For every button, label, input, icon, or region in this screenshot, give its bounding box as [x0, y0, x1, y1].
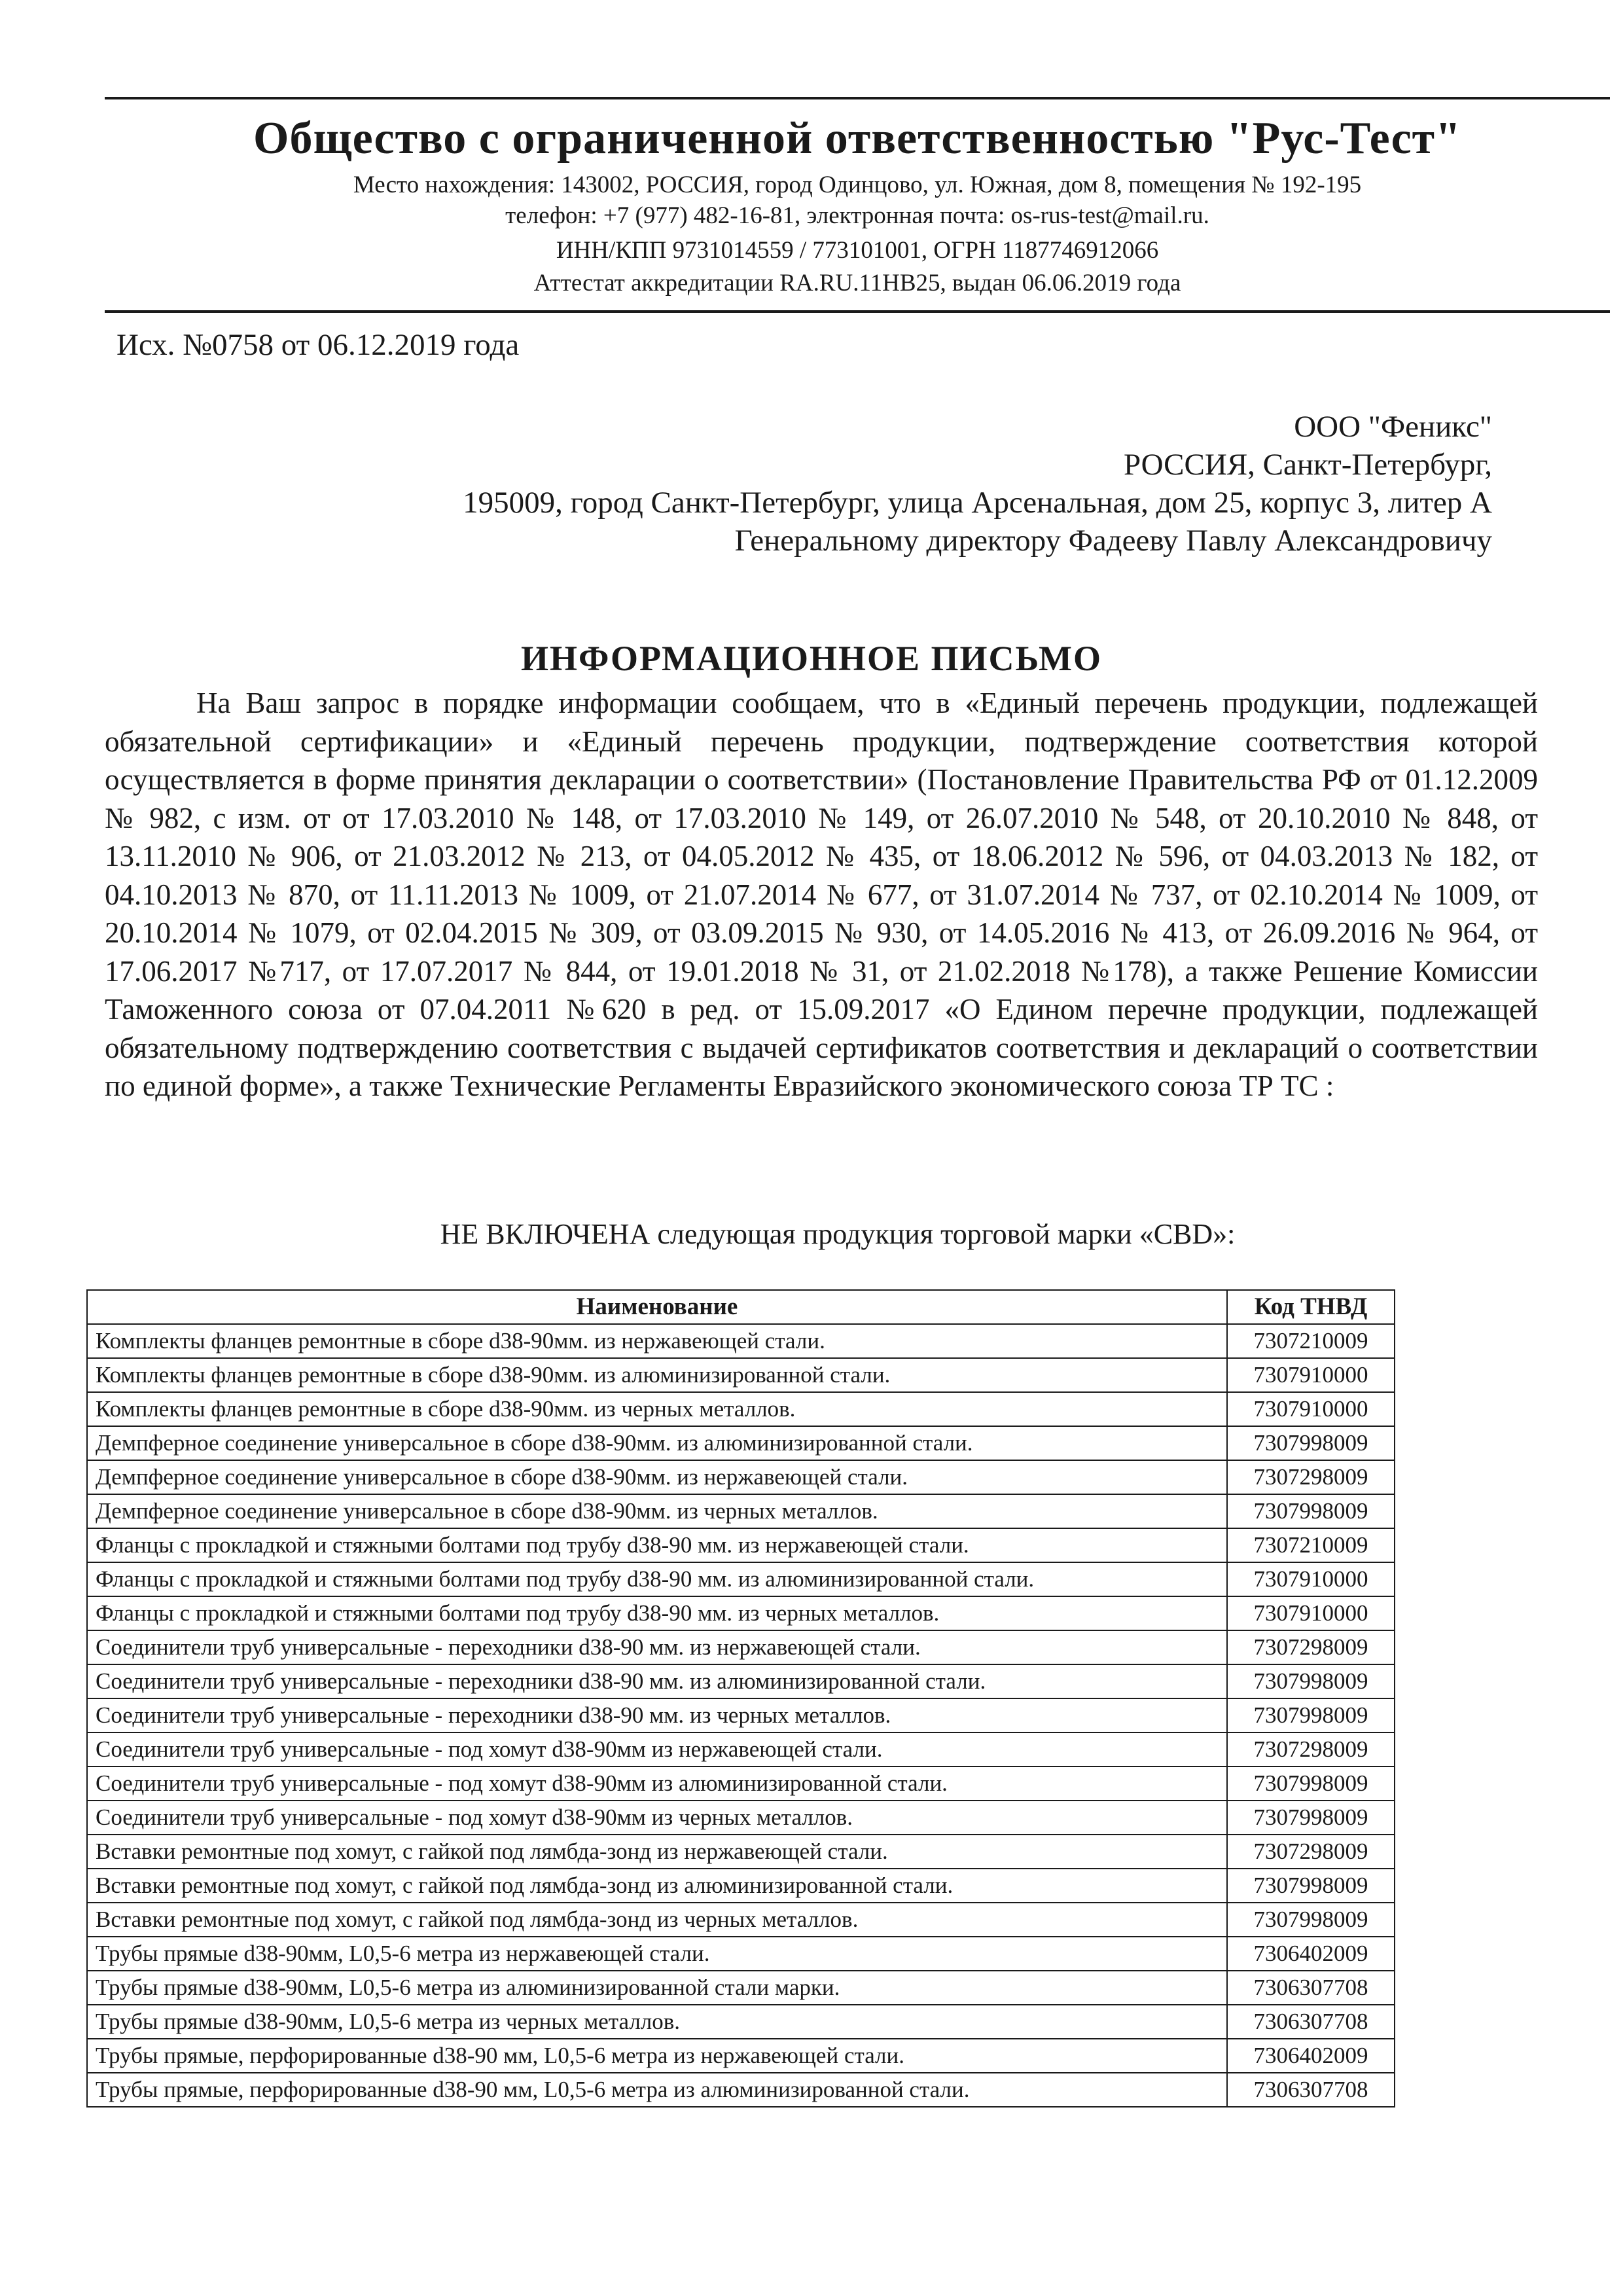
product-code-cell: 7307998009 [1227, 1698, 1395, 1732]
table-row [87, 1324, 1395, 1358]
product-name-cell: Фланцы с прокладкой и стяжными болтами под трубу d38-90 мм. из алюминизированной стали. [87, 1562, 1227, 1596]
table-row [87, 1596, 1395, 1630]
product-code-cell: 7307998009 [1227, 1664, 1395, 1698]
product-name-cell: Трубы прямые, перфорированные d38-90 мм, L0,5-6 метра из алюминизированной стали. [87, 2073, 1227, 2107]
product-name-cell: Вставки ремонтные под хомут, с гайкой под лямбда-зонд из черных металлов. [87, 1903, 1227, 1937]
table-row [87, 1426, 1395, 1460]
addressee-recipient: Генеральному директору Фадееву Павлу Александровичу [734, 524, 1492, 558]
product-code-cell: 7307910000 [1227, 1562, 1395, 1596]
table-row [87, 1562, 1395, 1596]
product-code-cell: 7307910000 [1227, 1358, 1395, 1392]
addressee-street: 195009, город Санкт-Петербург, улица Арсенальная, дом 25, корпус 3, литер А [463, 486, 1492, 520]
products-table [86, 1289, 1395, 2108]
table-row [87, 1358, 1395, 1392]
exclusion-intro: НЕ ВКЛЮЧЕНА следующая продукция торговой марки «CBD»: [440, 1218, 1236, 1250]
letter-body: На Ваш запрос в порядке информации сообщаем, что в «Единый перечень продукции, подлежащей обязательной сертификации» и «Единый перечень продукции, подтверждение соответствия которой осуществляется в форме принятия декларации о соответствии» (Постановление Правительства РФ от 01.12.2009 № 982, с изм. от от 17.03.2010 № 148, от 17.03.2010 № 149, от 26.07.2010 № 548, от 20.10.2010 № 848, от 13.11.2010 № 906, от 21.03.2012 № 213, от 04.05.2012 № 435, от 18.06.2012 № 596, от 04.03.2013 № 182, от 04.10.2013 № 870, от 11.11.2013 № 1009, от 21.07.2014 № 677, от 31.07.2014 № 737, от 02.10.2014 № 1009, от 20.10.2014 № 1079, от 02.04.2015 № 309, от 03.09.2015 № 930, от 14.05.2016 № 413, от 26.09.2016 № 964, от 17.06.2017 №717, от 17.07.2017 № 844, от 19.01.2018 № 31, от 21.02.2018 №178), а также Решение Комиссии Таможенного союза от 07.04.2011 №620 в ред. от 15.09.2017 «О Едином перечне продукции, подлежащей обязательному подтверждению соответствия с выдачей сертификатов соответствия и деклараций о соответствии по единой форме», а также Технические Регламенты Евразийского экономического союза ТР ТС : [105, 687, 1538, 1102]
product-code-cell: 7307998009 [1227, 1494, 1395, 1528]
product-code-cell: 7307998009 [1227, 1426, 1395, 1460]
outgoing-reference: Исх. №0758 от 06.12.2019 года [116, 328, 520, 362]
product-name-cell: Трубы прямые d38-90мм, L0,5-6 метра из черных металлов. [87, 2005, 1227, 2039]
product-code-cell: 7307910000 [1227, 1596, 1395, 1630]
table-row [87, 1732, 1395, 1767]
table-row [87, 2005, 1395, 2039]
product-code-cell: 7307210009 [1227, 1528, 1395, 1562]
letterhead-top-rule [105, 97, 1610, 99]
product-name-cell: Соединители труб универсальные - переходники d38-90 мм. из черных металлов. [87, 1698, 1227, 1732]
product-code-cell: 7306402009 [1227, 1937, 1395, 1971]
letterhead-contacts-line: телефон: +7 (977) 482-16-81, электронная почта: os-rus-test@mail.ru. [505, 202, 1209, 229]
column-header-name: Наименование [87, 1290, 1227, 1324]
product-code-cell: 7306307708 [1227, 1971, 1395, 2005]
table-row [87, 1801, 1395, 1835]
product-name-cell: Комплекты фланцев ремонтные в сборе d38-90мм. из алюминизированной стали. [87, 1358, 1227, 1392]
product-code-cell: 7307298009 [1227, 1630, 1395, 1664]
product-code-cell: 7307298009 [1227, 1460, 1395, 1494]
product-name-cell: Вставки ремонтные под хомут, с гайкой под лямбда-зонд из нержавеющей стали. [87, 1835, 1227, 1869]
table-row [87, 2073, 1395, 2107]
product-name-cell: Соединители труб универсальные - переходники d38-90 мм. из нержавеющей стали. [87, 1630, 1227, 1664]
table-row [87, 1698, 1395, 1732]
product-code-cell: 7306402009 [1227, 2039, 1395, 2073]
product-name-cell: Трубы прямые, перфорированные d38-90 мм, L0,5-6 метра из нержавеющей стали. [87, 2039, 1227, 2073]
product-code-cell: 7307298009 [1227, 1732, 1395, 1767]
product-name-cell: Соединители труб универсальные - под хомут d38-90мм из нержавеющей стали. [87, 1732, 1227, 1767]
product-code-cell: 7307998009 [1227, 1767, 1395, 1801]
product-name-cell: Фланцы с прокладкой и стяжными болтами под трубу d38-90 мм. из черных металлов. [87, 1596, 1227, 1630]
table-row [87, 1664, 1395, 1698]
product-name-cell: Демпферное соединение универсальное в сборе d38-90мм. из черных металлов. [87, 1494, 1227, 1528]
table-header-row [87, 1290, 1395, 1324]
table-row [87, 1630, 1395, 1664]
product-name-cell: Демпферное соединение универсальное в сборе d38-90мм. из нержавеющей стали. [87, 1460, 1227, 1494]
table-row [87, 1494, 1395, 1528]
letterhead-registration-line: ИНН/КПП 9731014559 / 773101001, ОГРН 1187746912066 [556, 237, 1159, 264]
product-name-cell: Комплекты фланцев ремонтные в сборе d38-90мм. из нержавеющей стали. [87, 1324, 1227, 1358]
table-row [87, 1835, 1395, 1869]
table-row [87, 1869, 1395, 1903]
table-row [87, 1528, 1395, 1562]
table-row [87, 1903, 1395, 1937]
product-name-cell: Демпферное соединение универсальное в сборе d38-90мм. из алюминизированной стали. [87, 1426, 1227, 1460]
table-row [87, 2039, 1395, 2073]
letterhead-accreditation-line: Аттестат аккредитации RA.RU.11НВ25, выдан 06.06.2019 года [533, 270, 1181, 296]
product-code-cell: 7307998009 [1227, 1801, 1395, 1835]
product-code-cell: 7307998009 [1227, 1869, 1395, 1903]
product-name-cell: Соединители труб универсальные - переходники d38-90 мм. из алюминизированной стали. [87, 1664, 1227, 1698]
table-row [87, 1392, 1395, 1426]
product-name-cell: Трубы прямые d38-90мм, L0,5-6 метра из алюминизированной стали марки. [87, 1971, 1227, 2005]
product-code-cell: 7307210009 [1227, 1324, 1395, 1358]
product-name-cell: Вставки ремонтные под хомут, с гайкой под лямбда-зонд из алюминизированной стали. [87, 1869, 1227, 1903]
table-row [87, 1767, 1395, 1801]
product-code-cell: 7306307708 [1227, 2005, 1395, 2039]
table-row [87, 1937, 1395, 1971]
table-row [87, 1971, 1395, 2005]
product-code-cell: 7306307708 [1227, 2073, 1395, 2107]
organization-name: Общество с ограниченной ответственностью "Рус-Тест" [253, 113, 1461, 164]
product-code-cell: 7307998009 [1227, 1903, 1395, 1937]
product-name-cell: Трубы прямые d38-90мм, L0,5-6 метра из нержавеющей стали. [87, 1937, 1227, 1971]
product-name-cell: Комплекты фланцев ремонтные в сборе d38-90мм. из черных металлов. [87, 1392, 1227, 1426]
letterhead-address-line: Место нахождения: 143002, РОССИЯ, город Одинцово, ул. Южная, дом 8, помещения № 192-195 [353, 171, 1362, 198]
product-name-cell: Соединители труб универсальные - под хомут d38-90мм из алюминизированной стали. [87, 1767, 1227, 1801]
letter-title: ИНФОРМАЦИОННОЕ ПИСЬМО [520, 639, 1103, 678]
letterhead-bottom-rule [105, 310, 1610, 313]
addressee-company: ООО "Феникс" [1294, 410, 1492, 444]
product-code-cell: 7307910000 [1227, 1392, 1395, 1426]
table-row [87, 1460, 1395, 1494]
addressee-country-city: РОССИЯ, Санкт-Петербург, [1123, 448, 1492, 482]
product-name-cell: Соединители труб универсальные - под хомут d38-90мм из черных металлов. [87, 1801, 1227, 1835]
product-code-cell: 7307298009 [1227, 1835, 1395, 1869]
product-name-cell: Фланцы с прокладкой и стяжными болтами под трубу d38-90 мм. из нержавеющей стали. [87, 1528, 1227, 1562]
column-header-code: Код ТНВД [1227, 1290, 1395, 1324]
